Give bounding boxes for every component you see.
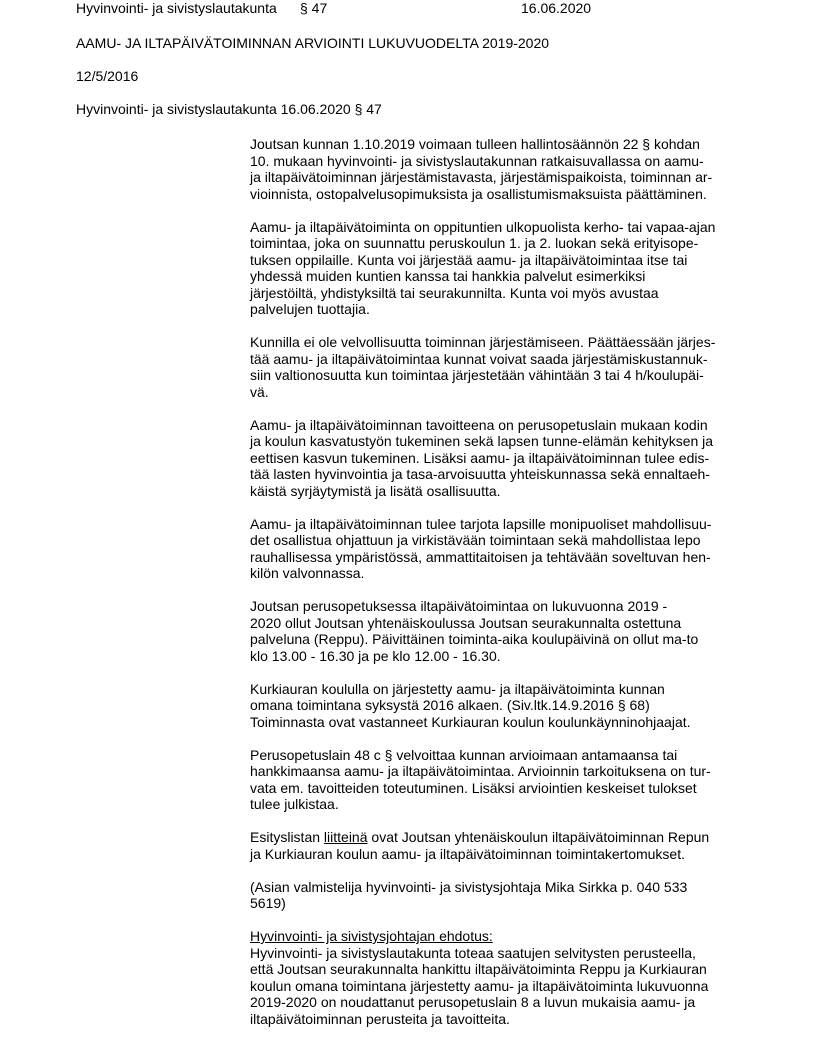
paragraph-line: eettisen kasvun tukeminen. Lisäksi aamu- ja iltapäivätoiminnan tulee edis- [250, 449, 710, 466]
paragraph-line: hankkimaansa aamu- ja iltapäivätoimintaa. Arvioinnin tarkoituksena on tur- [250, 763, 711, 779]
paragraph-line: palvelujen tuottajia. [250, 301, 370, 317]
paragraph-line: det osallistua ohjattuun ja virkistävään toimintaan sekä mahdollistaa lepo [250, 532, 701, 548]
paragraph-line: siin valtionosuutta kun toimintaa järjestetään vähintään 3 tai 4 h/koulupäi- [250, 367, 704, 383]
header-board: Hyvinvointi- ja sivistyslautakunta [76, 0, 277, 16]
paragraph-line: Aamu- ja iltapäivätoiminta on oppituntien ulkopuolista kerho- tai vapaa-ajan [250, 218, 716, 235]
paragraph [250, 219, 742, 318]
paragraph-line: rauhallisessa ympäristössä, ammattitaitoisen ja tehtävään soveltuvan hen- [250, 548, 711, 565]
paragraph-line: ja iltapäivätoiminnan järjestämistavasta, järjestämispaikoista, toiminnan ar- [250, 169, 713, 185]
attachments-suffix: ovat Joutsan yhtenäiskoulun iltapäivätoiminnan Repun [367, 829, 710, 845]
paragraph-line: Kurkiauran koululla on järjestetty aamu- ja iltapäivätoiminta kunnan [250, 680, 665, 697]
proposal-line: että Joutsan seurakunnalta hankittu iltapäivätoiminta Reppu ja Kurkiauran [250, 961, 707, 977]
paragraph-line: järjestöiltä, yhdistyksiltä tai seurakunnilta. Kunta voi myös avustaa [250, 284, 659, 301]
paragraph-line: klo 13.00 - 16.30 ja pe klo 12.00 - 16.30. [250, 647, 501, 664]
paragraph-line: käistä syrjäytymistä ja lisätä osallisuutta. [250, 482, 501, 499]
paragraph-line: toimintaa, joka on suunnattu peruskoulun 1. ja 2. luokan sekä erityisope- [250, 235, 699, 251]
paragraph [250, 747, 742, 813]
paragraph-line: vata em. tavoitteiden toteutuminen. Lisäksi arviointien keskeiset tulokset [250, 779, 697, 796]
paragraph [250, 334, 742, 400]
paragraph [250, 136, 742, 202]
paragraph-line: Joutsan kunnan 1.10.2019 voimaan tulleen hallintosäännön 22 § kohdan [250, 136, 700, 152]
paragraph-line: ja koulun kasvatustyön tukeminen sekä lapsen tunne-elämän kehityksen ja [250, 433, 714, 449]
paragraph-line [250, 829, 742, 846]
attachments-link[interactable]: liitteinä [323, 829, 368, 845]
paragraph-line: 10. mukaan hyvinvointi- ja sivistyslautakunnan ratkaisuvallassa on aamu- [250, 152, 704, 169]
paragraph-line: Toiminnasta ovat vastanneet Kurkiauran koulun koulunkäynninohjaajat. [250, 713, 691, 730]
paragraph-line: vä. [250, 383, 269, 400]
reference-number: 12/5/2016 [76, 68, 139, 84]
document-title: AAMU- JA ILTAPÄIVÄTOIMINNAN ARVIOINTI LUKUVUODELTA 2019-2020 [76, 35, 550, 51]
preparer-paragraph [250, 879, 742, 912]
paragraph-line: tuksen oppilaille. Kunta voi järjestää aamu- ja iltapäivätoimintaa itse tai [250, 251, 688, 268]
proposal-line: koulun omana toimintana järjestetty aamu- ja iltapäivätoiminta lukuvuonna [250, 977, 709, 994]
paragraph-line: Kunnilla ei ole velvollisuutta toiminnan järjestämiseen. Päättäessään järjes- [250, 334, 716, 350]
proposal-line: iltapäivätoiminnan perusteita ja tavoitteita. [250, 1010, 510, 1027]
paragraph-line: tää lasten hyvinvointia ja tasa-arvoisuutta yhteiskunnassa sekä ennaltaeh- [250, 466, 710, 482]
meeting-line: Hyvinvointi- ja sivistyslautakunta 16.06.2020 § 47 [76, 101, 382, 117]
paragraph [250, 417, 742, 500]
header-date: 16.06.2020 [521, 0, 592, 16]
proposal-line: 2019-2020 on noudattanut perusopetuslain 8 a luvun mukaisia aamu- ja [250, 994, 696, 1010]
attachments-paragraph [250, 829, 742, 862]
paragraph-line: Joutsan perusopetuksessa iltapäivätoimintaa on lukuvuonna 2019 - [250, 598, 668, 614]
paragraph-line: (Asian valmistelija hyvinvointi- ja sivistysjohtaja Mika Sirkka p. 040 533 [250, 878, 688, 895]
paragraph-line: tulee julkistaa. [250, 796, 339, 812]
proposal-heading: Hyvinvointi- ja sivistysjohtajan ehdotus: [250, 928, 493, 944]
paragraph-line: kilön valvonnassa. [250, 565, 365, 581]
proposal-section [250, 928, 742, 1027]
paragraph [250, 516, 742, 582]
paragraph-line: omana toimintana syksystä 2016 alkaen. (Siv.ltk.14.9.2016 § 68) [250, 697, 650, 713]
paragraph-line: tää aamu- ja iltapäivätoimintaa kunnat voivat saada järjestämiskustannuk- [250, 350, 708, 367]
proposal-line: Hyvinvointi- ja sivistyslautakunta toteaa saatujen selvitysten perusteella, [250, 944, 696, 961]
paragraph-line: Aamu- ja iltapäivätoiminnan tulee tarjota lapsille monipuoliset mahdollisuu- [250, 515, 712, 532]
document-body [250, 136, 742, 1044]
paragraph-line: yhdessä muiden kuntien kanssa tai hankkia palvelut esimerkiksi [250, 268, 646, 284]
attachments-prefix: Esityslistan [250, 829, 324, 845]
header-section: § 47 [300, 0, 328, 16]
paragraph [250, 681, 742, 731]
paragraph-line: 5619) [250, 895, 286, 911]
paragraph-line: Perusopetuslain 48 c § velvoittaa kunnan arvioimaan antamaansa tai [250, 746, 678, 763]
paragraph-line: 2020 ollut Joutsan yhtenäiskoulussa Joutsan seurakunnalta ostettuna [250, 614, 682, 631]
paragraph-line: vioinnista, ostopalvelusopimuksista ja osallistumismaksuista päättäminen. [250, 185, 707, 202]
paragraph-line: Aamu- ja iltapäivätoiminnan tavoitteena on perusopetuslain mukaan kodin [250, 416, 708, 433]
paragraph-line: ja Kurkiauran koulun aamu- ja iltapäivätoiminnan toimintakertomukset. [250, 845, 685, 862]
paragraph-line: palveluna (Reppu). Päivittäinen toiminta-aika koulupäivinä on ollut ma-to [250, 631, 699, 647]
paragraph [250, 598, 742, 664]
